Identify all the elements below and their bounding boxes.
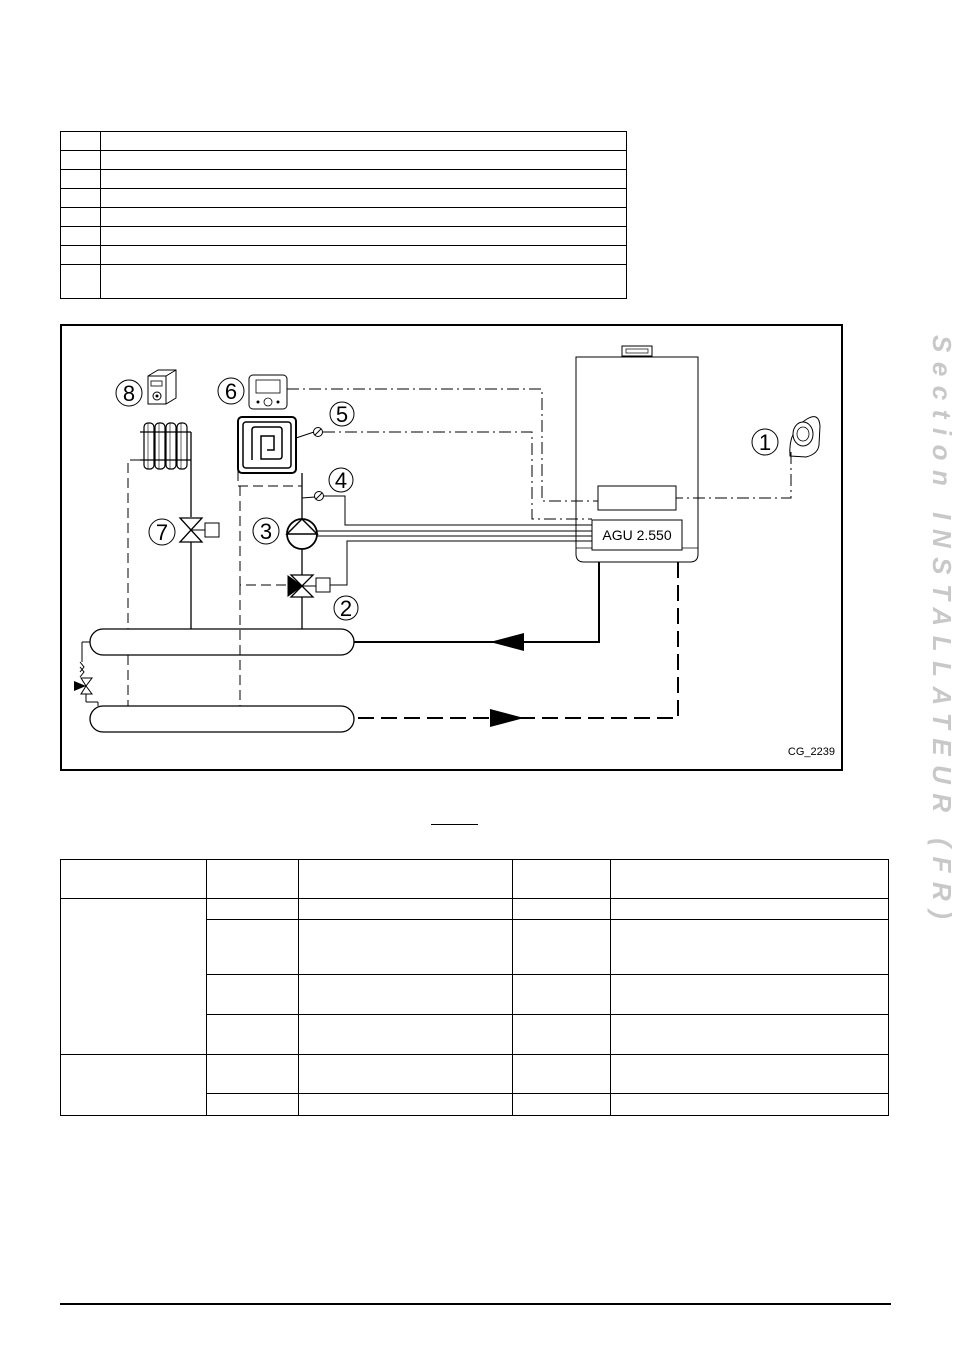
header-cell (611, 860, 889, 899)
legend-row (61, 170, 627, 189)
header-cell (61, 860, 207, 899)
table-cell (513, 899, 611, 920)
table-cell (207, 899, 299, 920)
table-cell (207, 920, 299, 975)
hydraulic-diagram (60, 324, 843, 771)
table-cell (611, 1015, 889, 1055)
legend-cell (61, 189, 101, 208)
radiator-icon (140, 423, 191, 469)
boiler-icon (576, 346, 698, 562)
legend-cell (101, 265, 627, 299)
table-cell (611, 899, 889, 920)
table-cell (611, 1055, 889, 1094)
legend-row (61, 227, 627, 246)
svg-text:7: 7 (155, 520, 169, 545)
table-cell (299, 1015, 513, 1055)
table-cell (207, 1015, 299, 1055)
legend-cell (61, 170, 101, 189)
header-cell (207, 860, 299, 899)
temperature-sensor-icon (302, 492, 324, 501)
settings-table (60, 859, 889, 1116)
table-cell (299, 899, 513, 920)
section-side-label: Section INSTALLATEUR (FR) (927, 335, 957, 929)
room-thermostat-icon (148, 370, 176, 404)
outdoor-sensor-icon (790, 417, 820, 457)
callout-8 (116, 380, 142, 406)
group-cell (61, 899, 207, 1055)
table-header-row (61, 860, 889, 899)
footer-rule (60, 1303, 891, 1305)
callout-4 (329, 468, 353, 493)
callout-2 (334, 596, 358, 621)
legend-table (60, 131, 627, 299)
legend-row (61, 265, 627, 299)
three-way-valve-icon (180, 518, 219, 542)
table-cell (207, 1055, 299, 1094)
svg-text:2: 2 (339, 596, 353, 621)
callout-7 (149, 519, 175, 545)
svg-text:1: 1 (758, 430, 772, 455)
table-cell (513, 1055, 611, 1094)
svg-text:5: 5 (335, 402, 349, 427)
legend-cell (61, 208, 101, 227)
temperature-sensor-icon (296, 428, 323, 439)
callout-3 (253, 518, 279, 544)
legend-cell (101, 151, 627, 170)
legend-cell (101, 189, 627, 208)
controller-label: AGU 2.550 (602, 527, 672, 543)
legend-row (61, 132, 627, 151)
figure-code: CG_2239 (787, 746, 835, 758)
legend-cell (101, 227, 627, 246)
callout-6 (218, 378, 244, 404)
table-row (61, 899, 889, 920)
legend-row (61, 189, 627, 208)
table-cell (513, 1094, 611, 1116)
three-way-valve-icon (288, 575, 330, 597)
table-row (61, 1055, 889, 1094)
svg-text:4: 4 (334, 468, 348, 493)
callout-1 (752, 429, 778, 455)
table-cell (513, 920, 611, 975)
table-cell (611, 975, 889, 1015)
caption-underline (431, 824, 478, 825)
table-cell (611, 920, 889, 975)
legend-row (61, 246, 627, 265)
legend-cell (61, 265, 101, 299)
table-cell (513, 975, 611, 1015)
supply-collector-icon (90, 629, 354, 655)
legend-cell (101, 132, 627, 151)
svg-text:6: 6 (224, 379, 238, 404)
legend-cell (101, 208, 627, 227)
table-cell (207, 1094, 299, 1116)
legend-row (61, 151, 627, 170)
table-cell (299, 920, 513, 975)
legend-row (61, 208, 627, 227)
table-cell (299, 1055, 513, 1094)
callout-5 (330, 402, 354, 427)
legend-cell (61, 132, 101, 151)
floor-heating-coil-icon (238, 417, 296, 473)
table-cell (207, 975, 299, 1015)
room-controller-icon (249, 375, 287, 409)
table-cell (611, 1094, 889, 1116)
header-cell (513, 860, 611, 899)
legend-cell (61, 151, 101, 170)
table-cell (299, 975, 513, 1015)
legend-cell (61, 246, 101, 265)
legend-cell (101, 170, 627, 189)
header-cell (299, 860, 513, 899)
table-cell (299, 1094, 513, 1116)
legend-cell (101, 246, 627, 265)
legend-cell (61, 227, 101, 246)
group-cell (61, 1055, 207, 1116)
svg-text:8: 8 (122, 381, 136, 406)
table-cell (513, 1015, 611, 1055)
circulator-pump-icon (287, 519, 317, 549)
return-collector-icon (90, 706, 354, 732)
svg-text:3: 3 (259, 519, 273, 544)
